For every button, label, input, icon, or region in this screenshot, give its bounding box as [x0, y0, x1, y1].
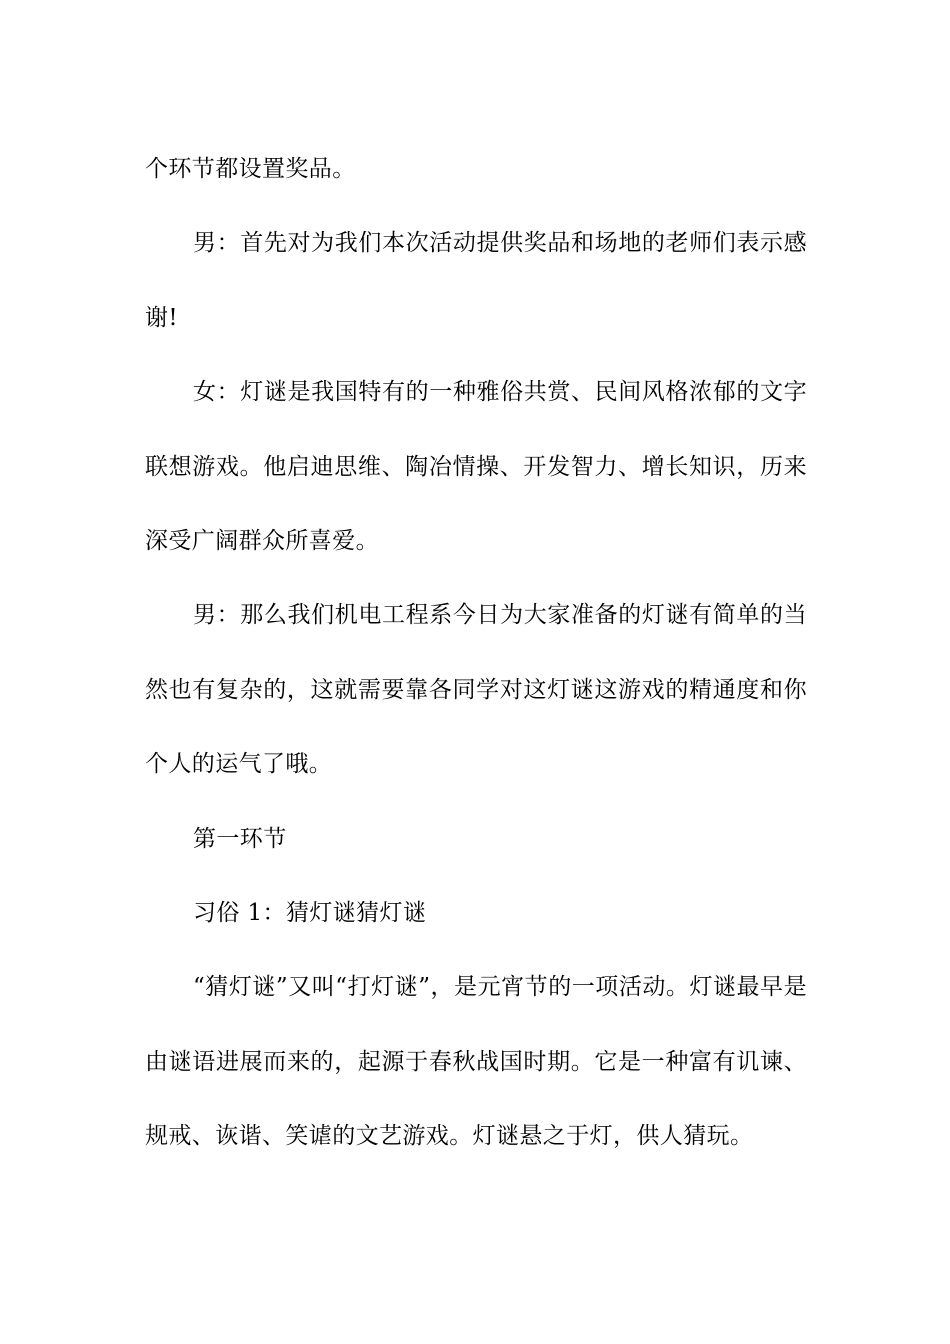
section-heading-first-round: 第一环节 [193, 825, 287, 852]
paragraph-female-lantern-riddles: 女：灯谜是我国特有的一种雅俗共赏、民间风格浓郁的文字联想游戏。他启迪思维、陶冶情操、开发智力、增长知识，历来深受广阔群众所喜爱。 [145, 379, 807, 555]
paragraph-male-thanks: 男：首先对为我们本次活动提供奖品和场地的老师们表示感谢! [145, 230, 807, 331]
subheading-custom-1: 习俗 1：猜灯谜猜灯谜 [193, 900, 427, 927]
document-body [145, 132, 807, 1174]
paragraph-riddle-history: “猜灯谜”又叫“打灯谜”，是元宵节的一项活动。灯谜最早是由谜语进展而来的，起源于春秋战国时期。它是一种富有讥谏、规戒、诙谐、笑谑的文艺游戏。灯谜悬之于灯，供人猜玩。 [145, 974, 807, 1150]
paragraph-male-preparation: 男：那么我们机电工程系今日为大家准备的灯谜有简单的当然也有复杂的，这就需要靠各同学对这灯谜这游戏的精通度和你个人的运气了哦。 [145, 602, 807, 778]
paragraph-continuation: 个环节都设置奖品。 [145, 156, 356, 182]
